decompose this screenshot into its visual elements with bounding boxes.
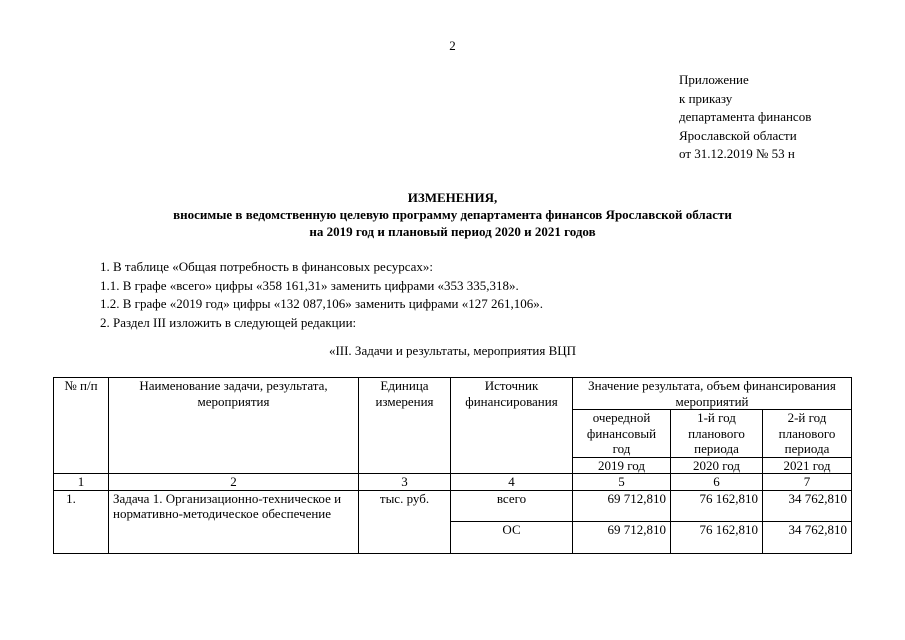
header-sub-1: очередной финансовый год xyxy=(573,410,671,458)
task-value-2019: 69 712,810 xyxy=(573,522,671,554)
table-row xyxy=(54,490,852,522)
paragraph: 2. Раздел III изложить в следующей редакции: xyxy=(100,314,357,330)
task-num-continued xyxy=(54,522,109,554)
task-source: всего xyxy=(451,490,573,522)
column-number: 6 xyxy=(671,474,763,491)
header-value-group: Значение результата, объем финансирования мероприятий xyxy=(573,378,852,410)
column-numbers-row xyxy=(54,474,852,491)
task-value-2020: 76 162,810 xyxy=(671,522,763,554)
task-num: 1. xyxy=(54,490,109,522)
task-name: Задача 1. Организационно-техническое и нормативно-методическое обеспечение xyxy=(109,490,359,522)
title-line-3: на 2019 год и плановый период 2020 и 2021 годов xyxy=(309,224,596,239)
task-value-2020: 76 162,810 xyxy=(671,490,763,522)
document-title xyxy=(0,189,905,240)
header-sub-2: 1-й год планового периода xyxy=(671,410,763,458)
table-row xyxy=(54,522,852,554)
paragraph: 1.2. В графе «2019 год» цифры «132 087,106» заменить цифрами «127 261,106». xyxy=(100,296,544,311)
column-number: 4 xyxy=(451,474,573,491)
appendix-line: Ярославской области xyxy=(679,127,797,143)
appendix-line: департамента финансов xyxy=(679,109,812,124)
task-value-2021: 34 762,810 xyxy=(763,522,852,554)
page-number: 2 xyxy=(449,38,456,53)
paragraph: 1.1. В графе «всего» цифры «358 161,31» заменить цифрами «353 335,318». xyxy=(100,277,519,293)
header-name: Наименование задачи, результата, мероприятия xyxy=(109,378,359,474)
appendix-line: к приказу xyxy=(679,90,733,106)
task-value-2019: 69 712,810 xyxy=(573,490,671,522)
header-unit: Единица измерения xyxy=(359,378,451,474)
header-year-2: 2020 год xyxy=(671,457,763,474)
column-number: 2 xyxy=(109,474,359,491)
header-sub-3: 2-й год планового периода xyxy=(763,410,852,458)
header-year-3: 2021 год xyxy=(763,457,852,474)
task-name-continued xyxy=(109,522,359,554)
results-table xyxy=(53,377,852,554)
header-source: Источник финансирования xyxy=(451,378,573,474)
amendment-paragraphs xyxy=(100,258,543,332)
title-line-1: ИЗМЕНЕНИЯ, xyxy=(407,190,498,205)
task-unit: тыс. руб. xyxy=(359,490,451,522)
paragraph: 1. В таблице «Общая потребность в финансовых ресурсах»: xyxy=(100,259,434,274)
section-heading: «III. Задачи и результаты, мероприятия ВЦП xyxy=(328,343,577,358)
column-number: 1 xyxy=(54,474,109,491)
appendix-line: Приложение xyxy=(679,72,749,87)
header-num: № п/п xyxy=(54,378,109,474)
task-unit-continued xyxy=(359,522,451,554)
appendix-block xyxy=(679,71,811,164)
title-line-2: вносимые в ведомственную целевую программу департамента финансов Ярославской области xyxy=(173,207,732,222)
appendix-line: от 31.12.2019 № 53 н xyxy=(679,146,795,161)
column-number: 3 xyxy=(359,474,451,491)
header-year-1: 2019 год xyxy=(573,457,671,474)
column-number: 5 xyxy=(573,474,671,491)
table-header-row xyxy=(54,378,852,410)
task-source: ОС xyxy=(451,522,573,554)
task-value-2021: 34 762,810 xyxy=(763,490,852,522)
column-number: 7 xyxy=(763,474,852,491)
